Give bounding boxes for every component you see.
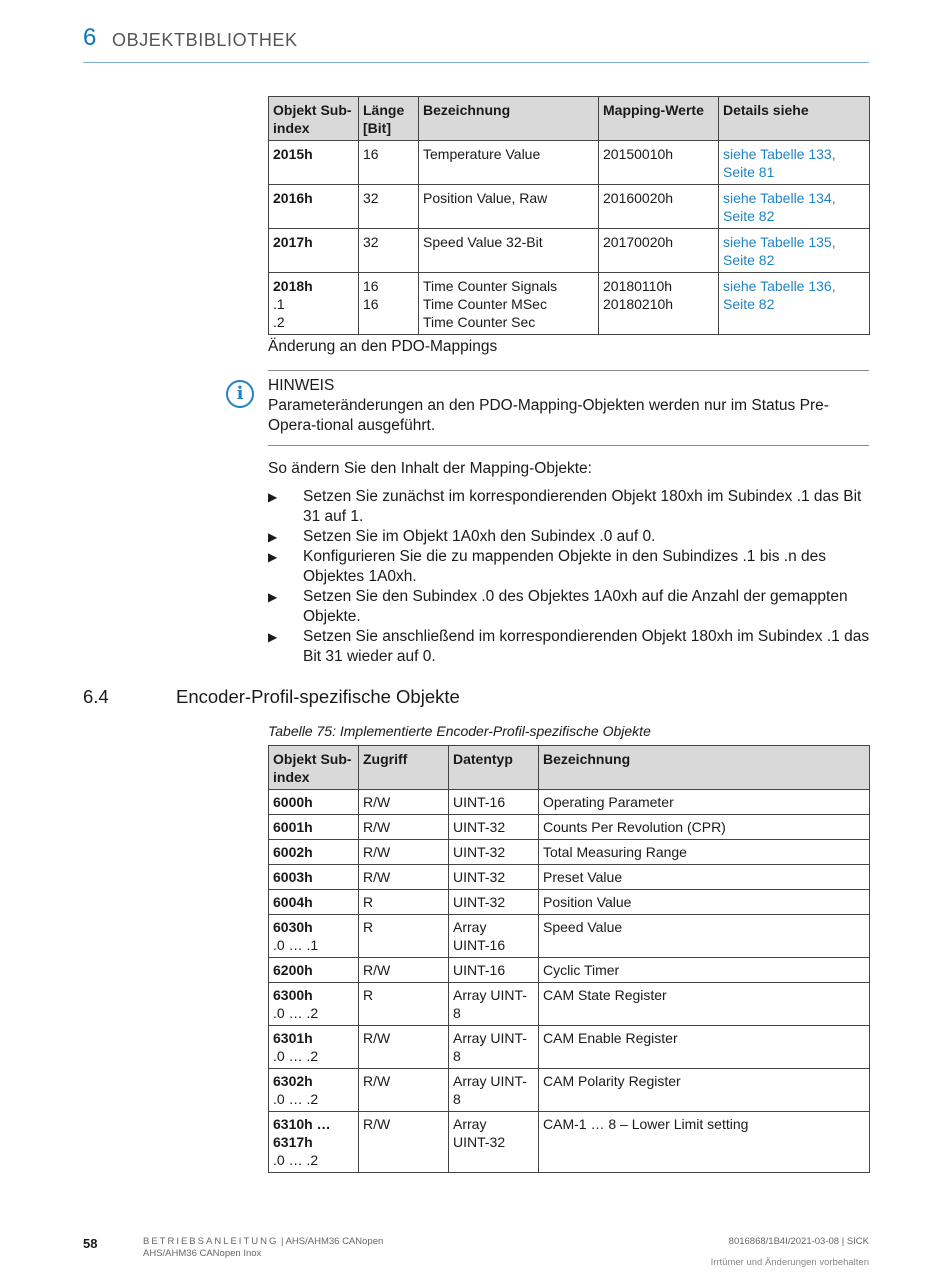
step-text: Setzen Sie den Subindex .0 des Objektes 1A0xh auf die Anzahl der gemappten Objekte. <box>303 588 848 625</box>
arrow-icon: ▶ <box>268 530 278 544</box>
section-title: Encoder-Profil-spezifische Objekte <box>176 686 460 707</box>
subindex: .0 … .2 <box>273 1091 319 1107</box>
length-text: 16 <box>363 146 379 162</box>
step-item <box>268 547 870 587</box>
subindex: .0 … .2 <box>273 1152 319 1168</box>
length-cell <box>359 273 419 335</box>
object-index: 2016h <box>273 190 313 206</box>
chapter-number: 6 <box>83 24 97 51</box>
table-row <box>269 840 870 865</box>
step-text: Setzen Sie anschließend im korrespondierenden Objekt 180xh im Subindex .1 das Bit 31 wieder auf 0. <box>303 628 870 665</box>
details-link-text[interactable]: Seite 82 <box>723 208 775 224</box>
datatype-text: Array UINT-8 <box>453 1030 527 1064</box>
mapping-value-cell <box>599 229 719 273</box>
chapter-title: OBJEKTBIBLIOTHEK <box>112 30 298 50</box>
object-index: 6302h <box>273 1073 313 1089</box>
column-header-text: Details siehe <box>723 102 809 118</box>
subindex: .2 <box>273 314 285 330</box>
table-row <box>269 890 870 915</box>
table-row <box>269 915 870 958</box>
datatype-cell <box>449 1026 539 1069</box>
column-header-text: index <box>273 769 310 785</box>
step-text: Konfigurieren Sie die zu mappenden Objekte in den Subindizes .1 bis .n des Objektes 1A0xh. <box>303 548 827 585</box>
encoder-objects-table <box>268 745 870 1173</box>
details-link-cell <box>719 185 870 229</box>
object-index-cell <box>269 865 359 890</box>
object-index-cell <box>269 273 359 335</box>
access-cell: R/W <box>359 840 449 865</box>
datatype-text: UINT-16 <box>453 962 506 978</box>
column-header <box>539 746 870 790</box>
mapping-value-cell <box>599 141 719 185</box>
access-cell: R/W <box>359 958 449 983</box>
subindex: .0 … .2 <box>273 1005 319 1021</box>
column-header <box>269 746 359 790</box>
description-text: Position Value, Raw <box>423 190 548 206</box>
length-cell <box>359 229 419 273</box>
description-cell: Position Value <box>539 890 870 915</box>
footer-product-inox: AHS/AHM36 CANopen Inox <box>143 1248 262 1259</box>
subindex: .1 <box>273 296 285 312</box>
datatype-cell <box>449 815 539 840</box>
details-link-cell <box>719 141 870 185</box>
object-index-cell <box>269 958 359 983</box>
table-header-row <box>269 746 870 790</box>
footer-doc-ref: 8016868/1B4I/2021-03-08 | SICK <box>728 1236 869 1247</box>
column-header <box>719 97 870 141</box>
description-cell: CAM-1 … 8 – Lower Limit setting <box>539 1112 870 1173</box>
info-icon: i <box>226 380 254 408</box>
datatype-cell <box>449 1112 539 1173</box>
access-cell: R/W <box>359 1026 449 1069</box>
length-cell <box>359 185 419 229</box>
column-header-text: Objekt Sub- <box>273 751 352 767</box>
mapping-value-cell <box>599 273 719 335</box>
column-header <box>269 97 359 141</box>
description-cell: Operating Parameter <box>539 790 870 815</box>
object-index: 6004h <box>273 894 313 910</box>
details-link-text[interactable]: siehe Tabelle 134, <box>723 190 836 206</box>
object-index: 6200h <box>273 962 313 978</box>
description-text: Time Counter MSec <box>423 296 547 312</box>
step-item <box>268 487 870 527</box>
datatype-cell <box>449 983 539 1026</box>
description-cell: Counts Per Revolution (CPR) <box>539 815 870 840</box>
datatype-text: UINT-16 <box>453 794 506 810</box>
datatype-text: UINT-32 <box>453 844 506 860</box>
object-index: 2015h <box>273 146 313 162</box>
object-index-cell <box>269 229 359 273</box>
datatype-cell <box>449 1069 539 1112</box>
column-header-text: Bezeichnung <box>423 102 511 118</box>
table-row <box>269 958 870 983</box>
object-index: 6001h <box>273 819 313 835</box>
object-index-cell <box>269 790 359 815</box>
description-cell <box>419 141 599 185</box>
description-cell: CAM State Register <box>539 983 870 1026</box>
mapping-value-cell <box>599 185 719 229</box>
object-index: 6300h <box>273 987 313 1003</box>
table-row <box>269 983 870 1026</box>
access-cell: R <box>359 890 449 915</box>
object-index: 6317h <box>273 1134 313 1150</box>
step-text: Setzen Sie zunächst im korrespondierenden Objekt 180xh im Subindex .1 das Bit 31 auf 1. <box>303 488 862 525</box>
length-text: 16 <box>363 296 379 312</box>
step-item <box>268 527 870 547</box>
datatype-cell <box>449 890 539 915</box>
datatype-cell <box>449 958 539 983</box>
mapping-value-text: 20180110h <box>603 278 673 294</box>
table-row <box>269 185 870 229</box>
object-index: 6301h <box>273 1030 313 1046</box>
object-index: 2017h <box>273 234 313 250</box>
subindex: .0 … .2 <box>273 1048 319 1064</box>
description-text: Speed Value 32-Bit <box>423 234 543 250</box>
table-row <box>269 1069 870 1112</box>
object-index-cell <box>269 1026 359 1069</box>
datatype-text: Array UINT-8 <box>453 987 527 1021</box>
description-cell <box>419 185 599 229</box>
datatype-text: Array <box>453 1116 487 1132</box>
column-header-text: Zugriff <box>363 751 408 767</box>
datatype-cell <box>449 865 539 890</box>
table-row <box>269 790 870 815</box>
column-header <box>359 97 419 141</box>
datatype-text: Array UINT-8 <box>453 1073 527 1107</box>
table-row <box>269 1112 870 1173</box>
description-cell: Total Measuring Range <box>539 840 870 865</box>
mapping-value-text: 20180210h <box>603 296 674 312</box>
section-number: 6.4 <box>83 686 109 707</box>
step-text: Setzen Sie im Objekt 1A0xh den Subindex .0 auf 0. <box>303 528 656 545</box>
object-index-cell <box>269 915 359 958</box>
description-cell: Speed Value <box>539 915 870 958</box>
access-cell: R/W <box>359 1069 449 1112</box>
column-header-text: Objekt Sub- <box>273 102 352 118</box>
page-number: 58 <box>83 1236 98 1251</box>
datatype-text: UINT-16 <box>453 937 506 953</box>
mapping-value-text: 20160020h <box>603 190 674 206</box>
object-index-cell <box>269 185 359 229</box>
object-index: 6003h <box>273 869 313 885</box>
length-text: 32 <box>363 234 379 250</box>
object-index: 6000h <box>273 794 313 810</box>
note-divider-bottom <box>268 445 869 446</box>
mapping-table <box>268 96 870 335</box>
datatype-text: Array <box>453 919 487 935</box>
object-index: 6310h … <box>273 1116 331 1132</box>
description-text: Time Counter Signals <box>423 278 558 294</box>
column-header-text: Datentyp <box>453 751 513 767</box>
access-cell: R/W <box>359 865 449 890</box>
datatype-cell <box>449 915 539 958</box>
description-cell: Cyclic Timer <box>539 958 870 983</box>
column-header-text: Mapping-Werte <box>603 102 704 118</box>
table-row <box>269 865 870 890</box>
column-header-text: index <box>273 120 310 136</box>
datatype-text: UINT-32 <box>453 819 506 835</box>
datatype-text: UINT-32 <box>453 894 506 910</box>
datatype-text: UINT-32 <box>453 869 506 885</box>
note-divider-top <box>268 370 869 371</box>
table-row <box>269 273 870 335</box>
description-text: Time Counter Sec <box>423 314 536 330</box>
steps-heading: So ändern Sie den Inhalt der Mapping-Objekte: <box>268 460 592 477</box>
details-link-text[interactable]: Seite 81 <box>723 164 775 180</box>
description-text: Temperature Value <box>423 146 541 162</box>
arrow-icon: ▶ <box>268 490 278 504</box>
datatype-cell <box>449 840 539 865</box>
header-divider <box>83 62 869 63</box>
object-index-cell <box>269 983 359 1026</box>
access-cell: R/W <box>359 790 449 815</box>
step-item <box>268 627 870 667</box>
object-index-cell <box>269 840 359 865</box>
note-text: Parameteränderungen an den PDO-Mapping-Objekten werden nur im Status Pre-Opera-tional ausgeführt. <box>268 397 829 434</box>
length-text: 16 <box>363 278 379 294</box>
column-header <box>599 97 719 141</box>
column-header <box>449 746 539 790</box>
datatype-text: UINT-32 <box>453 1134 506 1150</box>
pdo-mapping-heading: Änderung an den PDO-Mappings <box>268 338 498 355</box>
description-cell <box>419 273 599 335</box>
object-index-cell <box>269 1069 359 1112</box>
object-index-cell <box>269 141 359 185</box>
access-cell: R/W <box>359 1112 449 1173</box>
access-cell: R/W <box>359 815 449 840</box>
details-link-cell <box>719 273 870 335</box>
steps-list <box>268 487 870 667</box>
arrow-icon: ▶ <box>268 590 278 604</box>
length-cell <box>359 141 419 185</box>
description-cell: CAM Polarity Register <box>539 1069 870 1112</box>
table-row <box>269 141 870 185</box>
column-header <box>419 97 599 141</box>
object-index: 2018h <box>273 278 313 294</box>
column-header-text: Bezeichnung <box>543 751 631 767</box>
details-link-text[interactable]: siehe Tabelle 136, <box>723 278 836 294</box>
description-cell <box>419 229 599 273</box>
object-index-cell <box>269 1112 359 1173</box>
arrow-icon: ▶ <box>268 550 278 564</box>
footer-product: | AHS/AHM36 CANopen <box>281 1236 384 1247</box>
mapping-value-text: 20150010h <box>603 146 674 162</box>
table-header-row <box>269 97 870 141</box>
datatype-cell <box>449 790 539 815</box>
access-cell: R <box>359 915 449 958</box>
details-link-text[interactable]: siehe Tabelle 135, <box>723 234 836 250</box>
footer-doc-type: BETRIEBSANLEITUNG <box>143 1236 279 1247</box>
access-cell: R <box>359 983 449 1026</box>
length-text: 32 <box>363 190 379 206</box>
arrow-icon: ▶ <box>268 630 278 644</box>
footer-document-info <box>143 1236 383 1260</box>
mapping-value-text: 20170020h <box>603 234 674 250</box>
table-caption: Tabelle 75: Implementierte Encoder-Profil-spezifische Objekte <box>268 723 651 739</box>
column-header-text: Länge <box>363 102 405 118</box>
table-row <box>269 229 870 273</box>
column-header-text: [Bit] <box>363 120 391 136</box>
object-index-cell <box>269 815 359 840</box>
note-title: HINWEIS <box>268 377 335 394</box>
table-row <box>269 1026 870 1069</box>
object-index-cell <box>269 890 359 915</box>
details-link-text[interactable]: Seite 82 <box>723 296 775 312</box>
description-cell: CAM Enable Register <box>539 1026 870 1069</box>
object-index: 6030h <box>273 919 313 935</box>
subindex: .0 … .1 <box>273 937 319 953</box>
details-link-cell <box>719 229 870 273</box>
step-item <box>268 587 870 627</box>
column-header <box>359 746 449 790</box>
details-link-text[interactable]: siehe Tabelle 133, <box>723 146 836 162</box>
footer-disclaimer: Irrtümer und Änderungen vorbehalten <box>710 1257 869 1268</box>
table-row <box>269 815 870 840</box>
details-link-text[interactable]: Seite 82 <box>723 252 775 268</box>
object-index: 6002h <box>273 844 313 860</box>
description-cell: Preset Value <box>539 865 870 890</box>
